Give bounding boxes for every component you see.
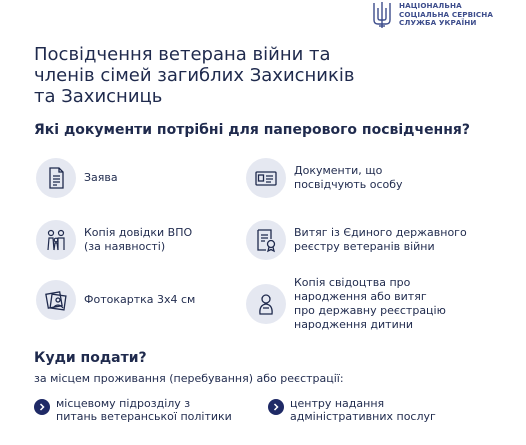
document-item-identity	[246, 158, 403, 198]
photo-icon	[36, 280, 76, 320]
document-label: Фотокартка 3х4 см	[84, 293, 196, 306]
documents-heading: Які документи потрібні для паперового посвідчення?	[34, 122, 471, 138]
document-item-register-extract	[246, 220, 467, 260]
place-item-veteran-unit	[34, 397, 232, 423]
page-title: Посвідчення ветерана війни та членів сімей загиблих Захисників та Захисниць	[34, 44, 355, 107]
baby-icon	[246, 284, 286, 324]
document-icon	[36, 158, 76, 198]
place-label: центру надання адміністративних послуг	[290, 397, 436, 423]
chevron-right-icon	[268, 399, 284, 415]
document-label: Витяг із Єдиного державного реєстру ветеранів війни	[294, 226, 467, 253]
trident-icon	[370, 0, 394, 30]
certificate-icon	[246, 220, 286, 260]
family-icon	[36, 220, 76, 260]
document-label: Копія свідоцтва про народження або витяг про державну реєстрацію народження дитини	[294, 276, 446, 331]
document-label: Заява	[84, 171, 118, 184]
chevron-right-icon	[34, 399, 50, 415]
document-label: Копія довідки ВПО (за наявності)	[84, 226, 193, 253]
id-card-icon	[246, 158, 286, 198]
where-note: за місцем проживання (перебування) або реєстрації:	[34, 372, 344, 385]
document-item-birth-certificate	[246, 276, 446, 332]
place-item-admin-center	[268, 397, 436, 423]
document-item-application	[36, 158, 118, 198]
logo	[370, 0, 493, 30]
where-heading: Куди подати?	[34, 350, 147, 366]
document-item-photo	[36, 280, 195, 320]
place-label: місцевому підрозділу з питань ветеранської політики	[56, 397, 232, 423]
org-name: НАЦІОНАЛЬНА СОЦІАЛЬНА СЕРВІСНА СЛУЖБА УКРАЇНИ	[399, 1, 494, 28]
document-item-idp-certificate	[36, 220, 192, 260]
document-label: Документи, що посвідчують особу	[294, 164, 403, 191]
